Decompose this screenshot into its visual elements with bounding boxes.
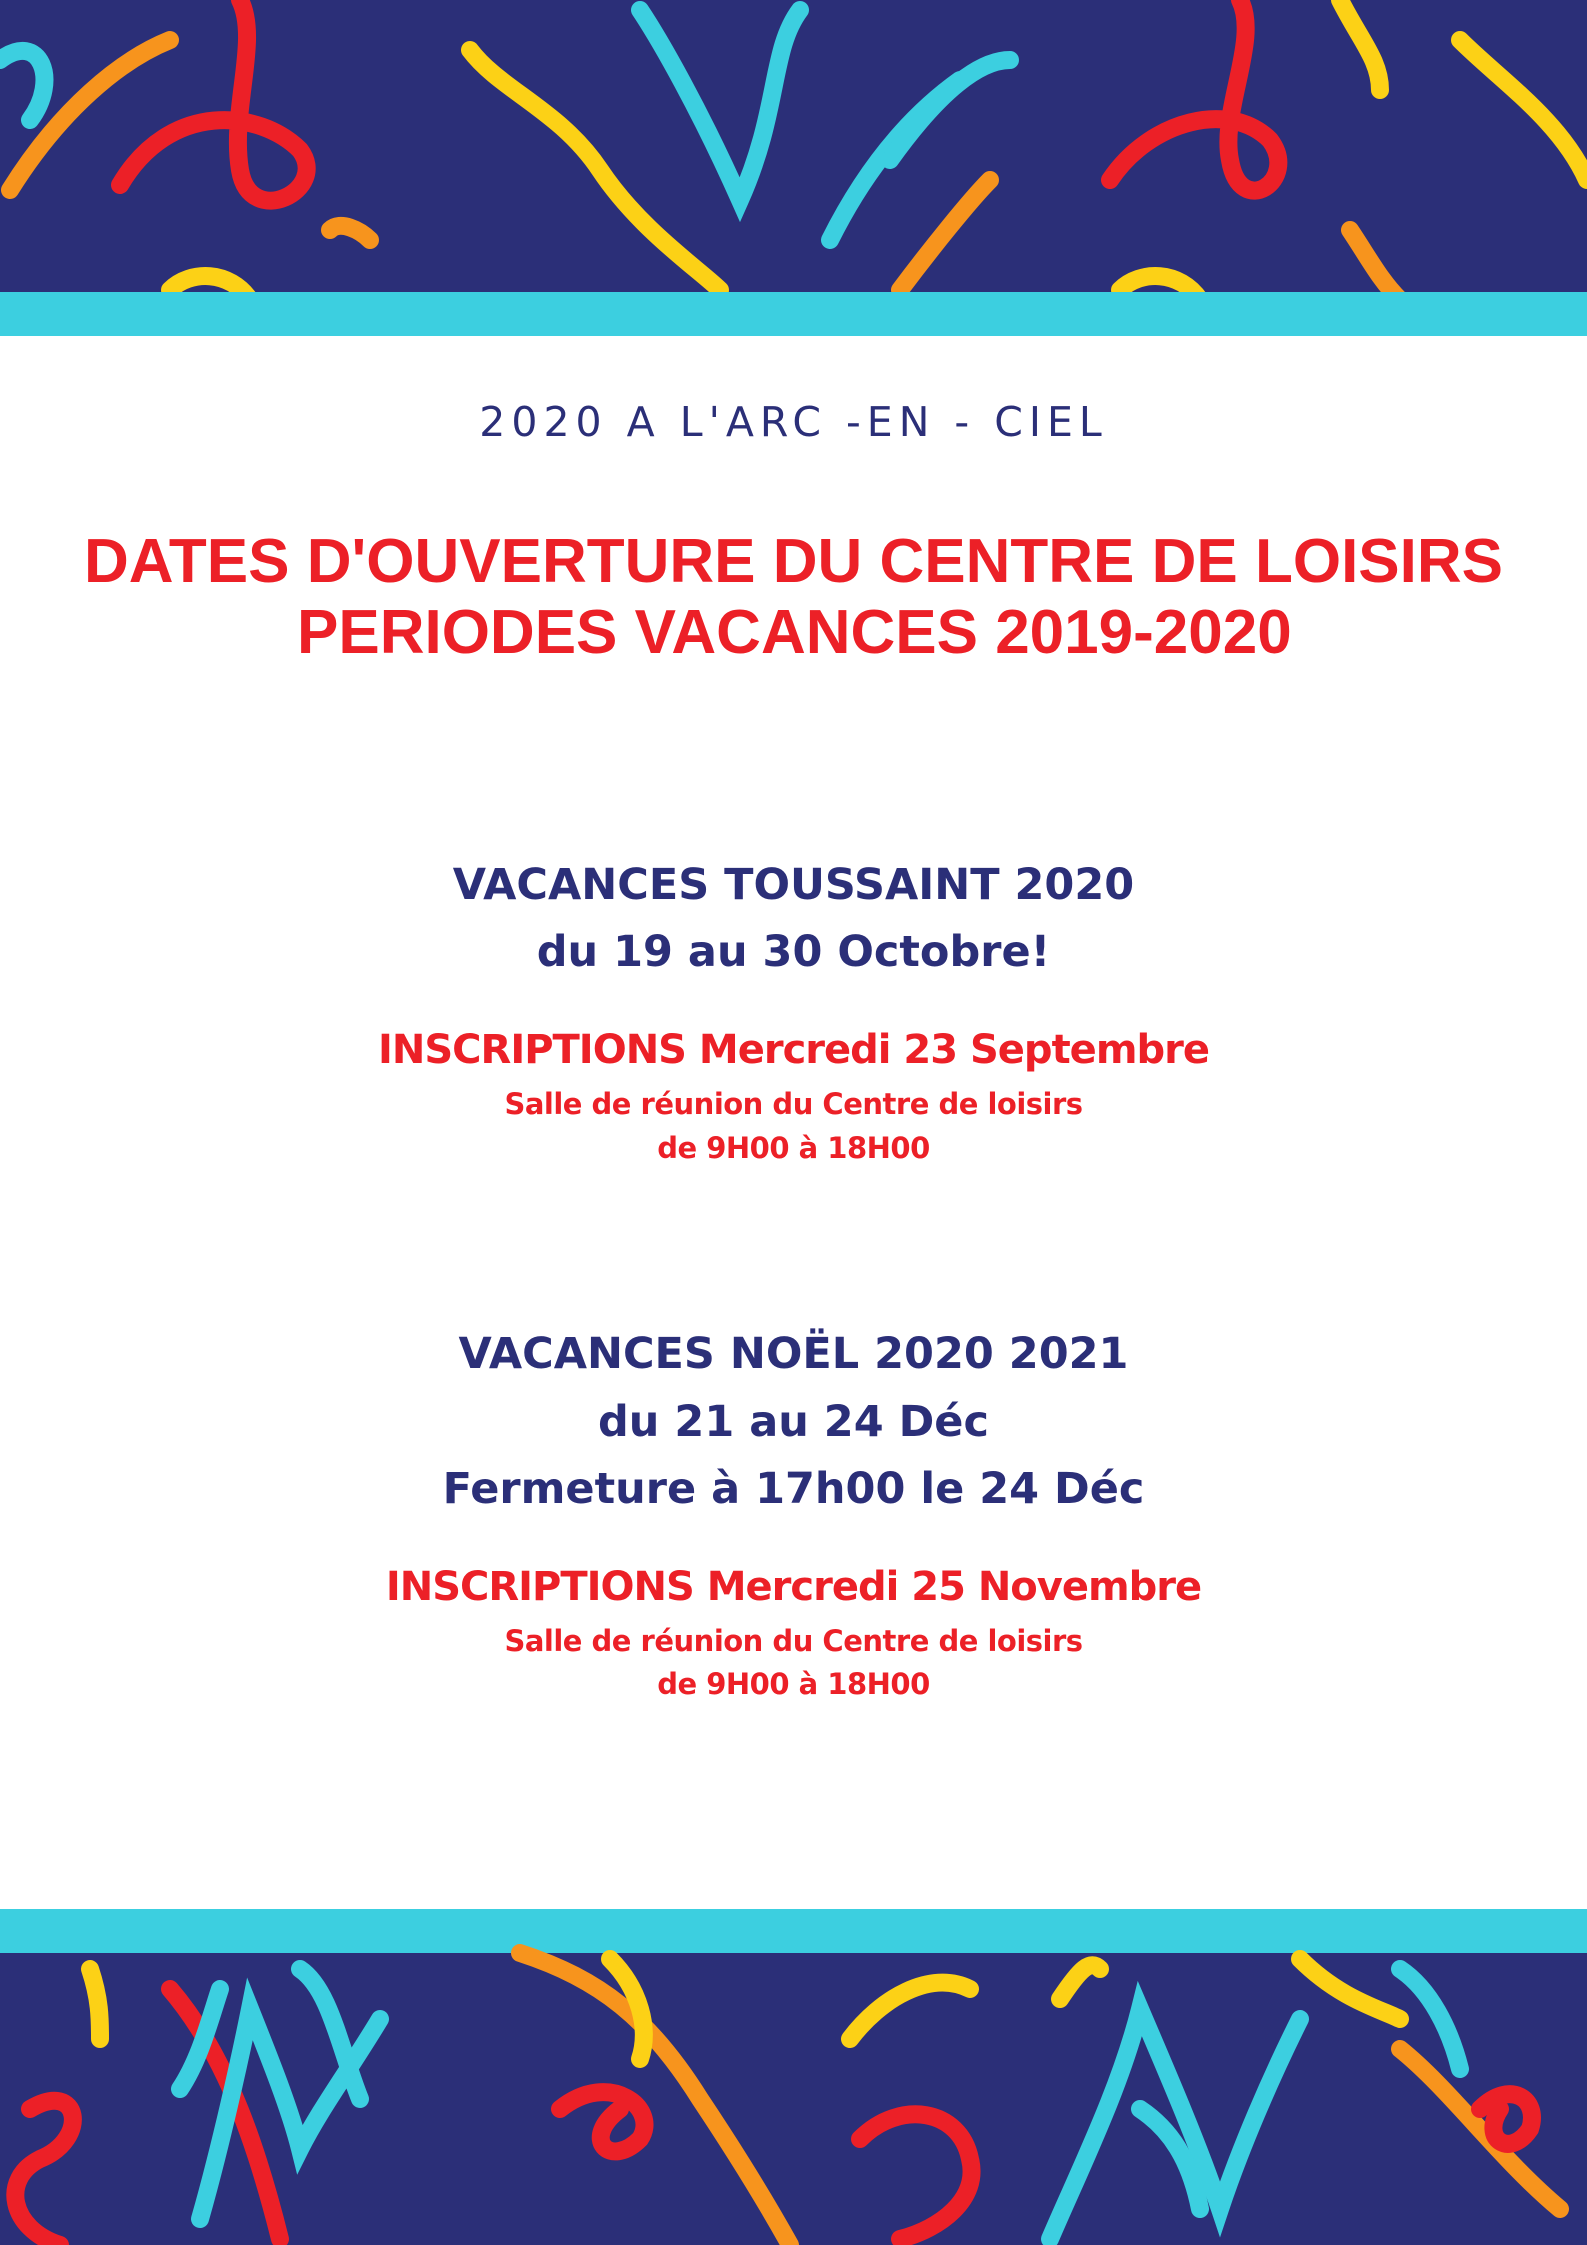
page-title-line1: DATES D'OUVERTURE DU CENTRE DE LOISIRS xyxy=(83,527,1504,596)
toussaint-dates: du 19 au 30 Octobre! xyxy=(536,927,1051,977)
toussaint-inscriptions: INSCRIPTIONS Mercredi 23 Septembre xyxy=(378,1027,1209,1073)
noel-closing: Fermeture à 17h00 le 24 Déc xyxy=(442,1464,1145,1514)
toussaint-hours: de 9H00 à 18H00 xyxy=(657,1131,930,1165)
noel-dates: du 21 au 24 Déc xyxy=(598,1397,989,1447)
noel-inscriptions: INSCRIPTIONS Mercredi 25 Novembre xyxy=(385,1564,1202,1610)
toussaint-title: VACANCES TOUSSAINT 2020 xyxy=(452,860,1135,910)
page-title-line2: PERIODES VACANCES 2019-2020 xyxy=(297,598,1292,667)
squiggle-pattern-top xyxy=(0,0,1587,336)
squiggle-pattern-bottom xyxy=(0,1909,1587,2245)
noel-location: Salle de réunion du Centre de loisirs xyxy=(504,1624,1083,1658)
noel-title: VACANCES NOËL 2020 2021 xyxy=(458,1329,1129,1379)
top-decorative-banner xyxy=(0,0,1587,336)
bottom-decorative-banner xyxy=(0,1909,1587,2245)
toussaint-location: Salle de réunion du Centre de loisirs xyxy=(504,1087,1083,1121)
noel-hours: de 9H00 à 18H00 xyxy=(657,1667,930,1701)
subtitle: 2020 A L'ARC -EN - CIEL xyxy=(479,398,1108,446)
